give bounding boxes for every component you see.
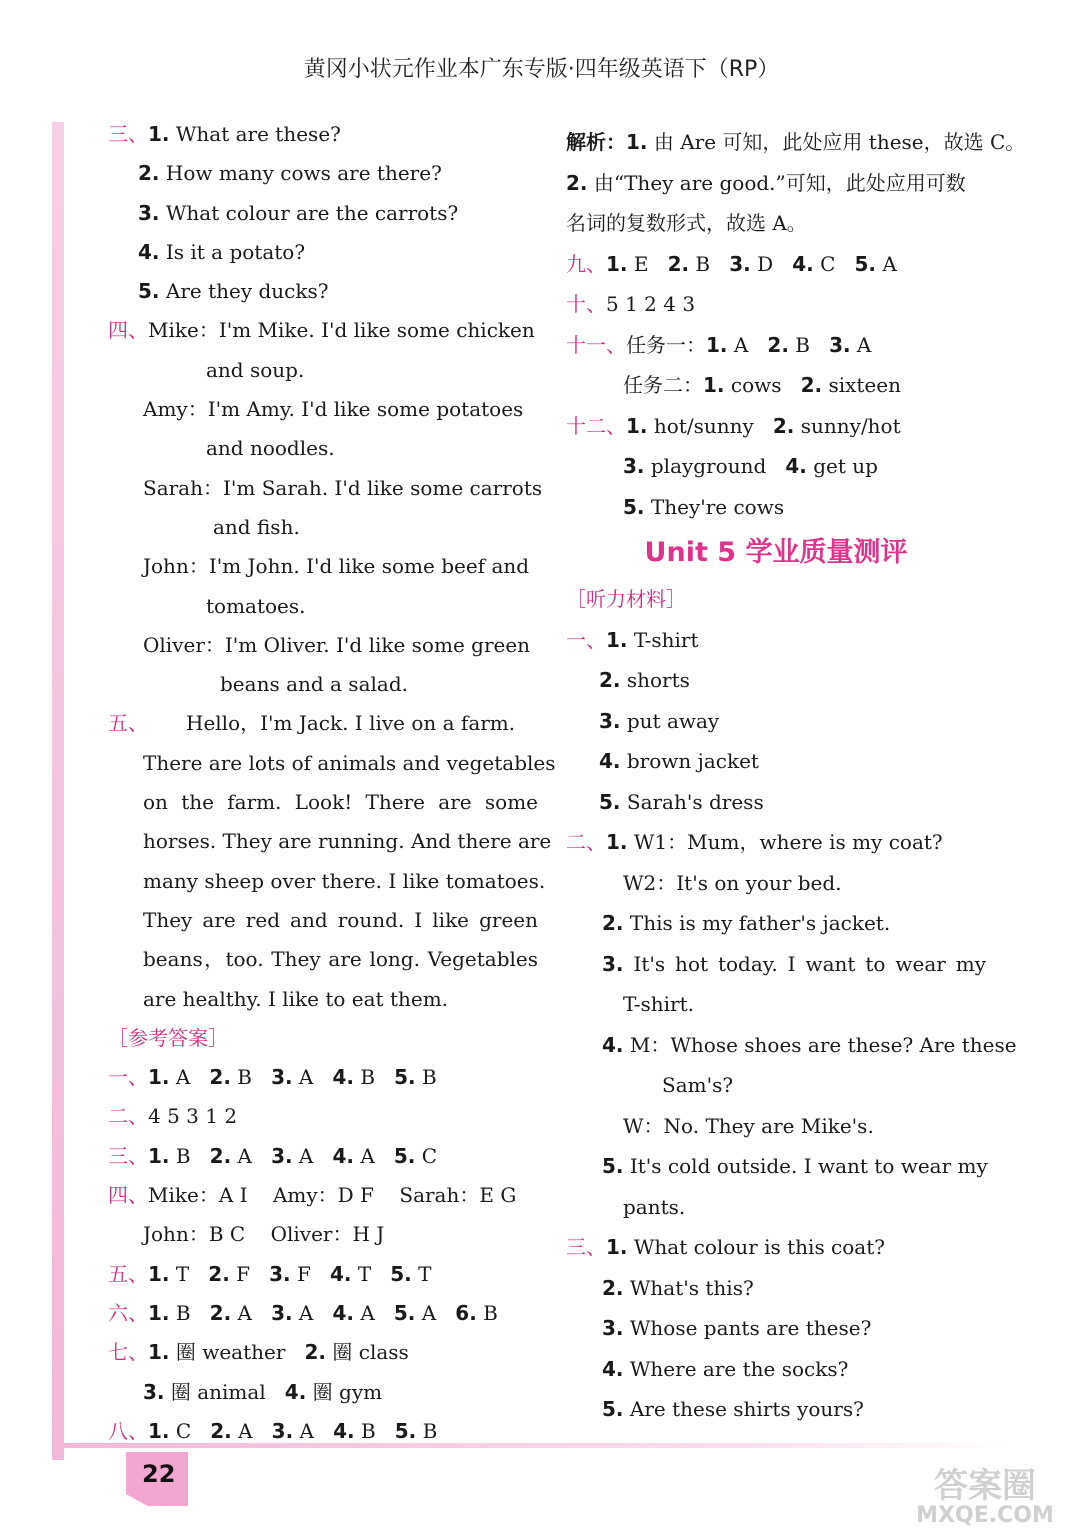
s3-line-3: 3. What colour are the carrots?	[138, 200, 459, 225]
answer-4: 四、Mike：A I Amy：D F Sarah：E G	[108, 1183, 517, 1208]
s4-line-5: Sarah：I'm Sarah. I'd like some carrots	[143, 475, 543, 500]
listen-2-line-6: 4. M：Whose shoes are these? Are these	[602, 1032, 1017, 1057]
analysis-line-1: 解析：1. 由 Are 可知，此处应用 these，故选 C。	[566, 130, 1026, 154]
s5-line-7: beans，too. They are long. Vegetables	[143, 947, 538, 972]
s4-line-8: tomatoes.	[206, 593, 306, 618]
listen-1-line-2: 2. shorts	[599, 668, 690, 692]
answer-9: 九、1. E 2. B 3. D 4. C 5. A	[566, 251, 897, 276]
listen-2-line-3: 2. This is my father's jacket.	[602, 911, 891, 935]
s4-line-7: John：I'm John. I'd like some beef and	[143, 554, 530, 579]
s5-line-4: horses. They are running. And there are	[143, 829, 552, 854]
listen-3-line-4: 4. Where are the socks?	[602, 1356, 849, 1381]
answer-12-row2: 3. playground 4. get up	[623, 454, 878, 478]
watermark-logo	[905, 1468, 1065, 1528]
s5-line-2: There are lots of animals and vegetables	[143, 750, 556, 775]
answer-7-cont: 3. 圈 animal 4. 圈 gym	[143, 1379, 383, 1404]
s3-line-4: 4. Is it a potato?	[138, 239, 306, 264]
page-header: 黄冈小状元作业本广东专版·四年级英语下（RP）	[303, 57, 780, 82]
s4-line-10: beans and a salad.	[220, 672, 408, 697]
listen-1-line-3: 3. put away	[599, 708, 720, 733]
answer-8: 八、1. C 2. A 3. A 4. B 5. B	[108, 1418, 438, 1443]
listen-2-line-8: W：No. They are Mike's.	[623, 1113, 874, 1138]
s5-line-1: 五、 Hello，I'm Jack. I live on a farm.	[108, 711, 516, 736]
listen-3-line-2: 2. What's this?	[602, 1275, 754, 1300]
s4-line-2: and soup.	[206, 357, 305, 382]
answer-10: 十、5 1 2 4 3	[566, 292, 696, 316]
answer-12-row1: 十二、1. hot/sunny 2. sunny/hot	[566, 413, 901, 438]
s3-line-5: 5. Are they ducks?	[138, 279, 329, 304]
answer-7: 七、1. 圈 weather 2. 圈 class	[108, 1340, 409, 1365]
answer-4-cont: John：B C Oliver：H J	[143, 1222, 385, 1247]
listen-2-line-2: W2：It's on your bed.	[623, 870, 842, 895]
answer-12-row3: 5. They're cows	[623, 494, 785, 519]
s3-line-2: 2. How many cows are there?	[138, 161, 442, 186]
analysis-line-3: 名词的复数形式，故选 A。	[566, 211, 807, 235]
answer-3: 三、1. B 2. A 3. A 4. A 5. C	[108, 1143, 438, 1168]
listen-2-line-7: Sam's?	[662, 1073, 734, 1097]
listen-1-line-5: 5. Sarah's dress	[599, 789, 764, 814]
s5-line-6: They are red and round. I like green	[143, 907, 538, 932]
answer-6: 六、1. B 2. A 3. A 4. A 5. A 6. B	[108, 1300, 498, 1325]
s5-line-8: are healthy. I like to eat them.	[143, 986, 449, 1011]
bottom-divider	[60, 1443, 1010, 1448]
listen-2-line-1: 二、1. W1：Mum，where is my coat?	[566, 830, 943, 854]
answer-5: 五、1. T 2. F 3. F 4. T 5. T	[108, 1261, 432, 1286]
reference-answers-label: ［参考答案］	[108, 1025, 228, 1050]
watermark-text: 答案圈	[934, 1466, 1036, 1506]
s4-line-4: and noodles.	[206, 436, 335, 461]
analysis-line-2: 2. 由“They are good.”可知，此处应用可数	[566, 170, 966, 195]
listen-2-line-9: 5. It's cold outside. I want to wear my	[602, 1154, 988, 1178]
listen-1-line-1: 一、1. T-shirt	[566, 627, 699, 652]
answer-2: 二、4 5 3 1 2	[108, 1104, 238, 1129]
right-column	[566, 122, 1026, 1430]
answer-1: 一、1. A 2. B 3. A 4. B 5. B	[108, 1065, 437, 1090]
s5-line-5: many sheep over there. I like tomatoes.	[143, 868, 546, 893]
s4-line-3: Amy：I'm Amy. I'd like some potatoes	[143, 397, 524, 422]
listen-3-line-1: 三、1. What colour is this coat?	[566, 1235, 885, 1259]
s5-line-3: on the farm. Look! There are some	[143, 790, 538, 815]
listen-1-line-4: 4. brown jacket	[599, 749, 759, 773]
listen-3-line-3: 3. Whose pants are these?	[602, 1316, 872, 1340]
s4-line-1: 四、Mike：I'm Mike. I'd like some chicken	[108, 318, 535, 343]
unit-title: Unit 5 学业质量测评	[644, 537, 908, 568]
answer-11-task1: 十一、任务一：1. A 2. B 3. A	[566, 332, 872, 357]
watermark-url: MXQE.COM	[916, 1503, 1054, 1528]
s4-line-6: and fish.	[213, 514, 300, 539]
s3-line-1: 三、1. What are these?	[108, 122, 341, 146]
left-margin-bar	[52, 122, 64, 1460]
listening-material-label: ［听力材料］	[566, 587, 686, 611]
listen-2-line-4: 3. It's hot today. I want to wear my	[602, 951, 986, 976]
answer-11-task2: 任务二：1. cows 2. sixteen	[623, 373, 901, 397]
s4-line-9: Oliver：I'm Oliver. I'd like some green	[143, 632, 531, 657]
page-number: 22	[142, 1460, 176, 1488]
left-column	[108, 115, 556, 1451]
listen-3-line-5: 5. Are these shirts yours?	[602, 1397, 864, 1421]
listen-2-line-10: pants.	[623, 1194, 686, 1219]
listen-2-line-5: T-shirt.	[623, 992, 695, 1016]
